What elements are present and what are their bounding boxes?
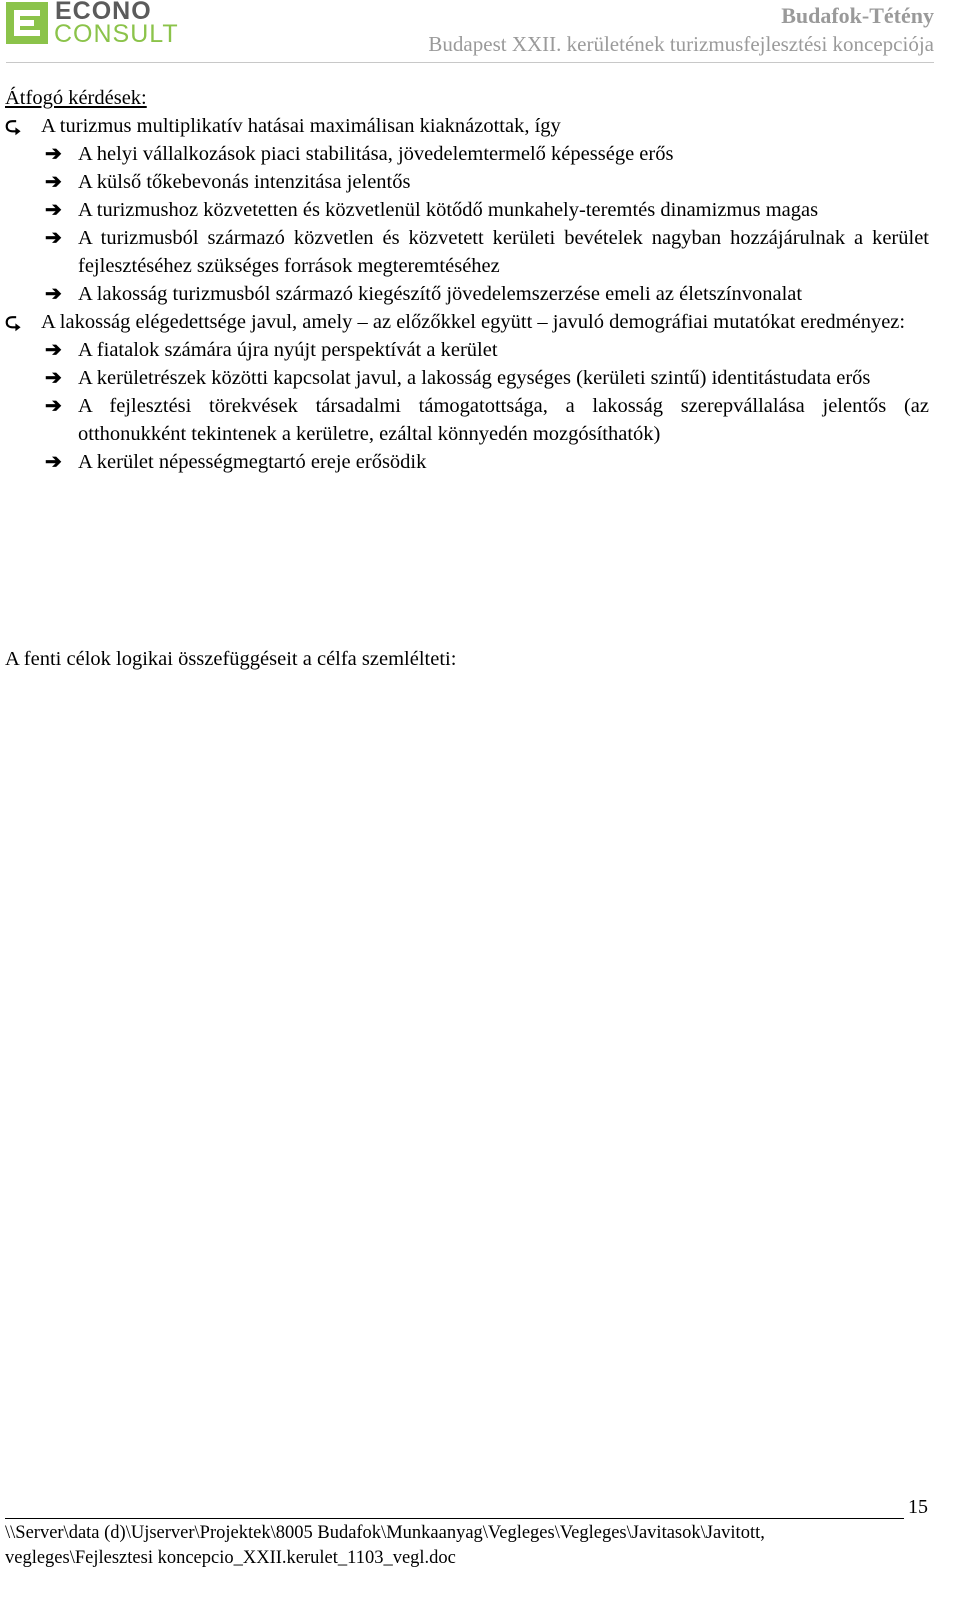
sub-list-item-text: A kerületrészek közötti kapcsolat javul, a lakosság egységes (kerületi szintű) identitástudata erős [78, 367, 871, 389]
sub-list-item [5, 392, 929, 448]
sub-list-item-text: A fejlesztési törekvések társadalmi támogatottsága, a lakosság szerepvállalása jelentős (az otthonukként tekintenek a kerületre, ezáltal könnyedén mozgósíthatók) [78, 395, 929, 445]
sub-list-item [5, 280, 929, 308]
footer-path-line: vegleges\Fejlesztesi koncepcio_XXII.kerulet_1103_vegl.doc [5, 1548, 456, 1568]
sub-list-item-text: A fiatalok számára újra nyújt perspektívát a kerület [78, 339, 498, 361]
econo-consult-logo [6, 0, 181, 50]
list-item-text: A turizmus multiplikatív hatásai maximálisan kiaknázottak, így [41, 115, 561, 137]
sub-list-item [5, 168, 929, 196]
footer-divider [5, 1518, 904, 1519]
closing-paragraph: A fenti célok logikai összefüggéseit a célfa szemlélteti: [5, 648, 457, 670]
page-header [0, 0, 960, 66]
logo-text-econo: ECONO [55, 0, 152, 25]
sub-list-item-text: A külső tőkebevonás intenzitása jelentős [78, 171, 411, 193]
sub-list-item [5, 364, 929, 392]
header-divider [6, 62, 934, 63]
sub-list-item [5, 336, 929, 364]
list-item [5, 308, 929, 336]
arrow-right-icon: ➔ [45, 283, 62, 305]
sub-list-item-text: A lakosság turizmusból származó kiegészítő jövedelemszerzése emeli az életszínvonalat [78, 283, 803, 305]
sub-list-item [5, 448, 929, 476]
sub-list-item [5, 196, 929, 224]
arrow-right-icon: ➔ [45, 199, 62, 221]
arrow-right-icon: ➔ [45, 367, 62, 389]
footer-file-path [5, 1521, 925, 1571]
arrow-right-icon: ➔ [45, 143, 62, 165]
arrow-right-icon: ➔ [45, 171, 62, 193]
logo-text-consult: CONSULT [54, 20, 179, 48]
document-body [5, 84, 929, 476]
curved-arrow-icon: ⮎ [5, 115, 22, 137]
sub-list-item-text: A turizmusból származó közvetlen és közvetett kerületi bevételek nagyban hozzájárulnak a kerület fejlesztéséhez szükséges források megteremtéséhez [78, 227, 929, 277]
curved-arrow-icon: ⮎ [5, 311, 22, 333]
list-item-text: A lakosság elégedettsége javul, amely – az előzőkkel együtt – javuló demográfiai mutatókat eredményez: [41, 311, 906, 333]
sub-list-item-text: A helyi vállalkozások piaci stabilitása, jövedelemtermelő képessége erős [78, 143, 674, 165]
arrow-right-icon: ➔ [45, 451, 62, 473]
header-subtitle: Budapest XXII. kerületének turizmusfejlesztési koncepciója [428, 32, 934, 56]
sub-list-item-text: A kerület népességmegtartó ereje erősödik [78, 451, 427, 473]
list-item [5, 112, 929, 140]
section-heading: Átfogó kérdések: [5, 87, 147, 109]
arrow-right-icon: ➔ [45, 227, 62, 249]
header-title: Budafok-Tétény [781, 3, 934, 28]
logo-e-icon [6, 2, 48, 44]
sub-list-item-text: A turizmushoz közvetetten és közvetlenül kötődő munkahely-teremtés dinamizmus magas [78, 199, 819, 221]
sub-list-item [5, 140, 929, 168]
sub-list-item [5, 224, 929, 280]
arrow-right-icon: ➔ [45, 339, 62, 361]
footer-path-line: \\Server\data (d)\Ujserver\Projektek\8005 Budafok\Munkaanyag\Vegleges\Vegleges\Javitasok\Javitott, [5, 1523, 765, 1543]
arrow-right-icon: ➔ [45, 395, 62, 417]
page-number: 15 [908, 1496, 928, 1518]
